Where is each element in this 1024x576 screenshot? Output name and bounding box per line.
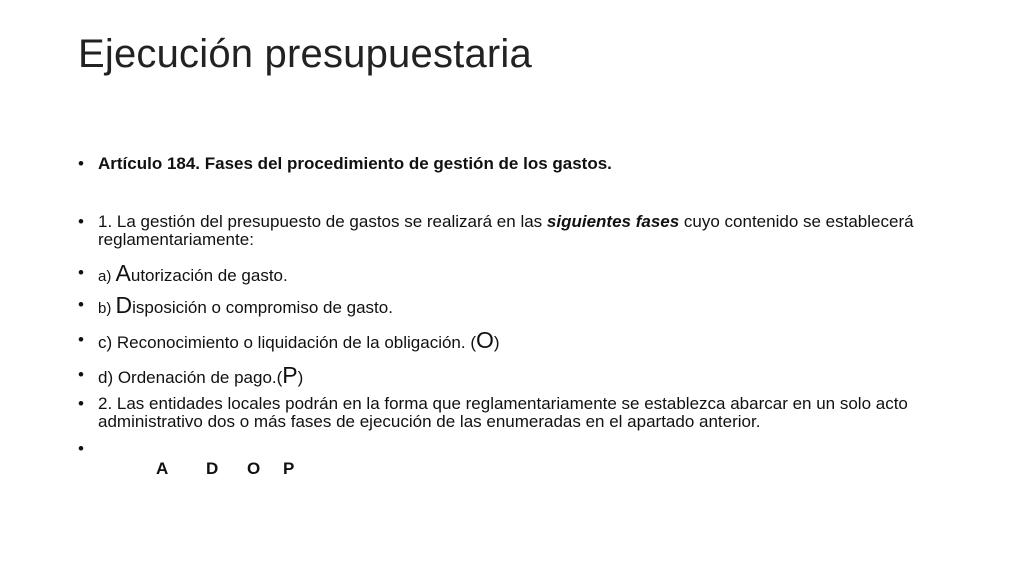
phase-a-initial: A (115, 260, 131, 286)
phase-o-close: ) (493, 333, 500, 352)
bullet: • (78, 263, 84, 282)
phase-d-rest: isposición o compromiso de gasto. (132, 298, 393, 317)
slide-title: Ejecución presupuestaria (78, 32, 532, 76)
phase-p-text: d) Ordenación de pago.( (98, 368, 283, 387)
bullet: • (78, 365, 84, 384)
paragraph-1-post: cuyo contenido se establecerá reglamentariamente: (98, 212, 914, 249)
phase-a-rest: utorización de gasto. (130, 266, 288, 285)
paragraph-2: 2. Las entidades locales podrán en la forma que reglamentariamente se establezca abarcar en un solo acto administrativo dos o más fases de ejecución de las enumeradas en el apartado anterior. (98, 394, 908, 431)
paragraph-1 (98, 213, 958, 249)
phase-d-prefix: b) (98, 300, 116, 317)
phase-a-prefix: a) (98, 268, 116, 285)
phase-letter: A (156, 459, 169, 478)
paragraph-1-pre: 1. La gestión del presupuesto de gastos se realizará en las (98, 212, 547, 231)
phase-letter: D (206, 459, 219, 478)
phase-p-initial: P (282, 362, 298, 388)
phase-a (98, 260, 958, 286)
phase-letter: P (283, 459, 295, 478)
phase-o-initial: O (476, 327, 494, 353)
phase-d (98, 292, 958, 318)
phase-letter: O (247, 459, 261, 478)
paragraph-1-emphasis: siguientes fases (546, 212, 680, 231)
bullet: • (78, 212, 84, 231)
phase-o-text: c) Reconocimiento o liquidación de la obligación. ( (98, 333, 476, 352)
bullet: • (78, 439, 84, 458)
phase-acronym (156, 459, 294, 479)
phase-d-initial: D (115, 292, 133, 318)
bullet: • (78, 154, 84, 173)
phase-p-close: ) (297, 368, 304, 387)
article-heading: Artículo 184. Fases del procedimiento de gestión de los gastos. (98, 154, 612, 173)
bullet: • (78, 394, 84, 413)
bullet: • (78, 330, 84, 349)
phase-o (98, 327, 958, 353)
bullet: • (78, 295, 84, 314)
phase-p (98, 362, 958, 388)
